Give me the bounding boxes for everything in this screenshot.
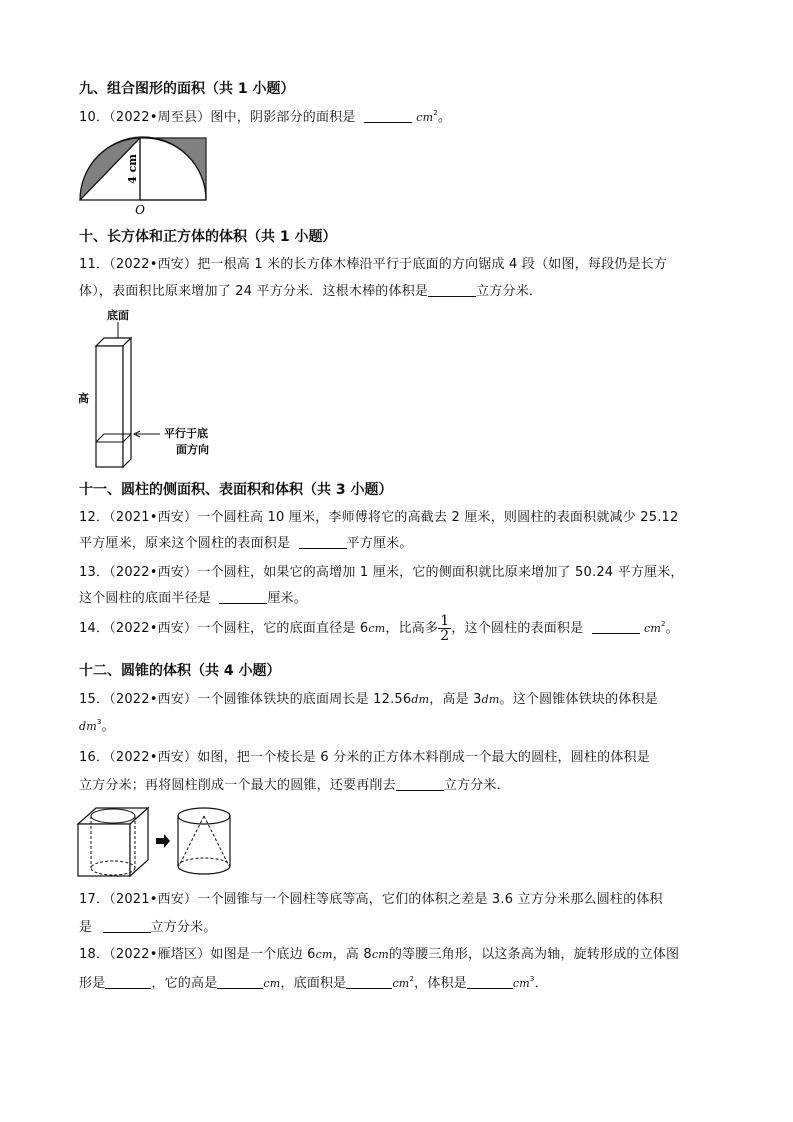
q18-end: ． bbox=[534, 976, 548, 991]
question-11-line1: 11．（2022•西安）把一根高 1 米的长方体木棒沿平行于底面的方向锯成 4 段（如图，每段仍是长方 bbox=[79, 257, 668, 272]
q15-text-c: 。这个圆锥体铁块的体积是 bbox=[499, 692, 658, 707]
q16-cylinder2-bottom-front bbox=[178, 866, 230, 874]
q14-text-2: ，这个圆柱的表面积是 bbox=[451, 621, 584, 636]
q18-text-c: 的等腰三角形，以这条高为轴，旋转形成的立体图 bbox=[388, 947, 680, 962]
q11-answer-blank[interactable] bbox=[428, 283, 476, 297]
q10-answer-blank[interactable] bbox=[364, 109, 412, 123]
q10-unit: cm bbox=[416, 111, 434, 124]
q14-unit-sup: 2 bbox=[661, 620, 666, 628]
q11-bottom-label: 底面 bbox=[107, 309, 129, 322]
q14-fraction bbox=[438, 614, 451, 643]
section-heading-11: 十一、圆柱的侧面积、表面积和体积（共 3 小题） bbox=[79, 482, 393, 498]
q13-answer-blank[interactable] bbox=[219, 590, 267, 604]
q11-height-label: 高 bbox=[78, 392, 89, 405]
q18-text-e: ，它的高是 bbox=[151, 976, 218, 991]
q11-prism-side bbox=[123, 338, 131, 467]
q15-text-b: ，高是 3 bbox=[429, 692, 482, 707]
question-13-line2 bbox=[79, 587, 307, 606]
q15-end: 。 bbox=[101, 719, 115, 734]
question-12-line1: 12．（2021•西安）一个圆柱高 10 厘米，李师傅将它的高截去 2 厘米，则圆柱的表面积就减少 25.12 bbox=[79, 510, 679, 525]
q11-parallel-label-1: 平行于底 bbox=[164, 427, 208, 440]
q10-origin-label: O bbox=[135, 203, 145, 217]
q14-mid: ，比高多 bbox=[385, 621, 439, 636]
q16-cube-front bbox=[78, 824, 130, 876]
q18-unit-5-sup: 3 bbox=[529, 975, 535, 983]
q18-text-b: ，高 8 bbox=[332, 947, 372, 962]
q12-text: 平方厘米，原来这个圆柱的表面积是 bbox=[79, 536, 291, 551]
q11-prism-front bbox=[96, 346, 123, 467]
q15-unit-3: dm bbox=[79, 720, 97, 733]
question-17-line2 bbox=[79, 916, 217, 935]
q14-text: 14．（2022•西安）一个圆柱，它的底面直径是 6 bbox=[79, 621, 369, 636]
question-13-line1: 13．（2022•西安）一个圆柱，如果它的高增加 1 厘米，它的侧面积就比原来增加了 50.24 平方厘米， bbox=[79, 565, 684, 580]
q13-end: 厘米。 bbox=[267, 591, 307, 606]
q16-figure bbox=[76, 804, 236, 878]
q18-unit-4-sup: 2 bbox=[409, 975, 415, 983]
q16-end: 立方分米． bbox=[443, 778, 510, 793]
q17-end: 立方分米。 bbox=[150, 920, 217, 935]
q16-arrow-icon bbox=[156, 834, 170, 848]
question-18-line2 bbox=[79, 972, 548, 991]
q18-answer-blank-volume[interactable] bbox=[467, 975, 513, 989]
q11-figure bbox=[76, 306, 226, 470]
question-16-line1: 16．（2022•西安）如图，把一个棱长是 6 分米的正方体木料削成一个最大的圆柱，圆柱的体积是 bbox=[79, 750, 650, 765]
q10-figure bbox=[76, 134, 216, 216]
q17-answer-blank[interactable] bbox=[103, 919, 151, 933]
q13-text: 这个圆柱的底面半径是 bbox=[79, 591, 212, 606]
q18-text-f: ，底面积是 bbox=[280, 976, 347, 991]
q18-answer-blank-height[interactable] bbox=[217, 975, 263, 989]
q18-text-d: 形是 bbox=[79, 976, 106, 991]
question-14 bbox=[79, 614, 679, 643]
section-heading-10: 十、长方体和正方体的体积（共 1 小题） bbox=[79, 229, 337, 245]
q14-fraction-denominator: 2 bbox=[440, 628, 450, 644]
question-10 bbox=[79, 106, 451, 125]
q10-height-label: 4 cm bbox=[126, 154, 139, 184]
q11-text: 体），表面积比原来增加了 24 平方分米．这根木棒的体积是 bbox=[79, 284, 429, 299]
q18-unit-5: cm bbox=[512, 977, 530, 990]
q14-unit-1: cm bbox=[368, 622, 386, 635]
q17-text: 是 bbox=[79, 920, 93, 935]
question-11-line2 bbox=[79, 280, 542, 299]
q18-answer-blank-area[interactable] bbox=[346, 975, 392, 989]
q15-text-a: 15．（2022•西安）一个圆锥体铁块的底面周长是 12.56 bbox=[79, 692, 412, 707]
section-heading-9: 九、组合图形的面积（共 1 小题） bbox=[79, 81, 295, 97]
question-15-line2 bbox=[79, 715, 115, 734]
q18-unit-1: cm bbox=[315, 948, 333, 961]
question-15-line1 bbox=[79, 688, 658, 707]
q15-unit-sup: 3 bbox=[96, 718, 102, 726]
question-16-line2 bbox=[79, 774, 510, 793]
q10-end: 。 bbox=[437, 110, 452, 125]
q10-unit-sup: 2 bbox=[433, 109, 438, 117]
q16-answer-blank[interactable] bbox=[396, 777, 444, 791]
question-18-line1 bbox=[79, 943, 679, 962]
q11-end: 立方分米． bbox=[476, 284, 543, 299]
q18-unit-4: cm bbox=[392, 977, 410, 990]
q14-end: 。 bbox=[665, 621, 679, 636]
q10-text: 10．（2022•周至县）图中，阴影部分的面积是 bbox=[79, 110, 356, 125]
q15-unit-2: dm bbox=[481, 693, 500, 706]
question-12-line2 bbox=[79, 532, 413, 551]
question-17-line1: 17．（2021•西安）一个圆锥与一个圆柱等底等高，它们的体积之差是 3.6 立方分米那么圆柱的体积 bbox=[79, 892, 663, 907]
q16-cylinder2-bottom-back bbox=[178, 858, 230, 866]
q18-text-a: 18．（2022•雁塔区）如图是一个底边 6 bbox=[79, 947, 316, 962]
section-heading-12: 十二、圆锥的体积（共 4 小题） bbox=[79, 663, 281, 679]
q14-answer-blank[interactable] bbox=[592, 620, 640, 634]
q14-fraction-numerator: 1 bbox=[440, 613, 450, 629]
q18-unit-3: cm bbox=[263, 977, 281, 990]
q11-parallel-label-2: 面方向 bbox=[176, 443, 209, 456]
q16-text: 立方分米；再将圆柱削成一个最大的圆锥，还要再削去 bbox=[79, 778, 396, 793]
q14-unit-2: cm bbox=[644, 622, 662, 635]
q15-unit-1: dm bbox=[411, 693, 430, 706]
q12-answer-blank[interactable] bbox=[299, 535, 347, 549]
q18-text-g: ，体积是 bbox=[414, 976, 467, 991]
q18-unit-2: cm bbox=[371, 948, 389, 961]
q18-answer-blank-shape[interactable] bbox=[105, 975, 151, 989]
q12-end: 平方厘米。 bbox=[346, 536, 413, 551]
